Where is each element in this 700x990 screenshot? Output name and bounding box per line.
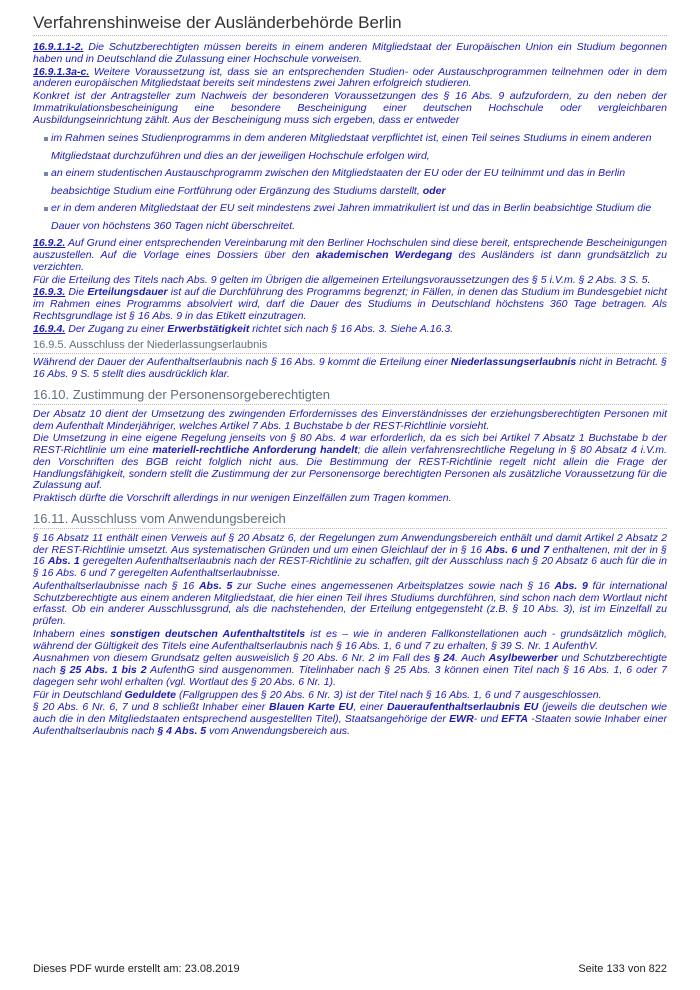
list-item: an einem studentischen Austauschprogramm zwischen den Mitgliedstaaten der EU oder der EU teilnimmt und das in Berlin beabsichtige Studium eine Fortführung oder Ergänzung des Studiums darstellt, oder [33,165,667,200]
section-link[interactable]: 16.9.3. [33,286,66,299]
paragraph-16-9-2: 16.9.2. Auf Grund einer entsprechenden Vereinbarung mit den Berliner Hochschulen sind diese bereit, entsprechende Bescheinigungen auszustellen. Auf die Vorlage eines Dossiers über den akademischen Werdegang des Ausländers ist dann grundsätzlich zu verzichten. [33,237,667,273]
section-heading: 16.11. Ausschluss vom Anwendungsbereich [33,511,667,529]
list-item: er in dem anderen Mitgliedstaat der EU seit mindestens zwei Jahren immatrikuliert ist und das in Berlin beabsichtige Studium die Dauer von höchstens 360 Tagen nicht überschreitet. [33,200,667,235]
subsection-heading: 16.9.5. Ausschluss der Niederlassungserlaubnis [33,339,667,354]
paragraph-blaue-karte: § 20 Abs. 6 Nr. 6, 7 und 8 schließt Inhaber einer Blauen Karte EU, einer Daueraufenthaltserlaubnis EU (jeweils die deutschen wie auch die in den Mitgliedstaaten entsprechend ausgestellten Titel), Staatsangehörige der EWR- und EFTA -Staaten sowie Inhaber einer Aufenthaltserlaubnis nach § 4 Abs. 5 vom Anwendungsbereich aus. [33,701,667,737]
paragraph-niederlassung: Während der Dauer der Aufenthaltserlaubnis nach § 16 Abs. 9 kommt die Erteilung einer Niederlassungserlaubnis nicht in Betracht. § 16 Abs. 9 S. 5 stellt dies ausdrücklich klar. [33,356,667,380]
paragraph-16-9-1-1-2: 16.9.1.1-2. Die Schutzberechtigten müssen bereits in einem anderen Mitgliedstaat der Europäischen Union ein Studium begonnen haben und in Deutschland die Zulassung einer Hochschule vorweisen. [33,41,667,65]
paragraph-ausnahmen: Ausnahmen von diesem Grundsatz gelten ausweislich § 20 Abs. 6 Nr. 2 im Fall des § 24. Auch Asylbewerber und Schutzberechtigte nach § 25 Abs. 1 bis 2 AufenthG sind ausgenommen. Titelinhaber nach § 25 Abs. 3 können einen Titel nach § 16 Abs. 1, 6 oder 7 dagegen sehr wohl erhalten (vgl. Wortlaut des § 20 Abs. 6 Nr. 1). [33,652,667,688]
document-page [33,0,667,739]
paragraph-absatz-11: § 16 Absatz 11 enthält einen Verweis auf § 20 Absatz 6, der Regelungen zum Anwendungsbereich enthält und damit Artikel 2 Absatz 2 der REST-Richtlinie umsetzt. Aus systematischen Gründen und um einen Gleichlauf der in § 16 Abs. 6 und 7 enthaltenen, mit der in § 16 Abs. 1 geregelten Aufenthaltserlaubnis nach der REST-Richtlinie zu schaffen, gilt der Ausschluss nach § 20 Absatz 6 auch für die in § 16 Abs. 6 und 7 geregelten Aufenthaltserlaubnisse. [33,531,667,579]
list-item: im Rahmen seines Studienprogramms in dem anderen Mitgliedstaat verpflichtet ist, einen Teil seines Studiums in einem anderen Mitgliedstaat durchzuführen und dies an der jeweiligen Hochschule erfolgen wird, [33,130,667,165]
section-link[interactable]: 16.9.2. [33,237,66,250]
requirement-list [33,130,667,235]
paragraph-absatz-10: Der Absatz 10 dient der Umsetzung des zwingenden Erfordernisses des Einverständnisses der erziehungsberechtigten Personen mit dem Aufenthalt Minderjähriger, welches Artikel 7 Abs. 1 Buchstabe b der REST-Richtlinie vorsieht. [33,407,667,432]
section-link[interactable]: 16.9.1.1-2. [33,41,84,53]
paragraph-16-9-4: 16.9.4. Der Zugang zu einer Erwerbstätigkeit richtet sich nach § 16 Abs. 3. Siehe A.16.3. [33,322,454,335]
bullet-icon [44,207,48,211]
paragraph-nachweis: Konkret ist der Antragsteller zum Nachweis der besonderen Voraussetzungen des § 16 Abs. 9 aufzufordern, zu den neben der Immatrikulationsbescheinigung eine besondere Bescheinigung einer deutschen Hochschule oder vergleichbaren Ausbildungseinrichtung zählt. Aus der Bescheinigung muss sich ergeben, dass er entweder [33,90,667,126]
paragraph-inhabern: Inhabern eines sonstigen deutschen Aufenthaltstitels ist es – wie in anderen Fallkonstellationen auch - grundsätzlich möglich, während der Gültigkeit des Titels eine Aufenthaltserlaubnis nach § 16 Abs. 1, 6 und 7 zu erhalten, § 39 S. Nr. 1 AufenthV. [33,627,667,652]
paragraph-erteilung: Für die Erteilung des Titels nach Abs. 9 gelten im Übrigen die allgemeinen Erteilungsvoraussetzungen des § 5 i.V.m. § 2 Abs. 3 S. 5. [33,273,651,286]
footer-page-number: Seite 133 von 822 [578,963,667,975]
paragraph-16-9-1-3: 16.9.1.3a-c. Weitere Voraussetzung ist, dass sie an entsprechenden Studien- oder Austauschprogrammen teilnehmen oder in dem anderen europäischen Mitgliedstaat bereits seit mindestens zwei Jahren erfolgreich studieren. [33,65,667,90]
paragraph-16-9-3: 16.9.3. Die Erteilungsdauer ist auf die Durchführung des Programms begrenzt; in Fällen, in denen das Studium im Bundesgebiet nicht im Rahmen eines Programms absolviert wird, darf die Dauer des Studiums in Deutschland höchstens 360 Tage betragen. Als Rechtsgrundlage ist § 16 Abs. 9 in das Etikett einzutragen. [33,286,667,322]
paragraph-geduldete: Für in Deutschland Geduldete (Fallgruppen des § 20 Abs. 6 Nr. 3) ist der Titel nach § 16 Abs. 1, 6 und 7 ausgeschlossen. [33,688,602,701]
paragraph-aufenthaltserlaubnisse: Aufenthaltserlaubnisse nach § 16 Abs. 5 zur Suche eines angemessenen Arbeitsplatzes sowie nach § 16 Abs. 9 für international Schutzberechtigte aus einem anderen Mitgliedstaat, die hier einen Teil ihres Studiums durchführen, sind schon nach dem Wortlaut nicht erfasst. Ob ein anderer Ausschlussgrund, als die nachstehenden, der Erteilung entgegensteht (z.B. § 10 Abs. 3), ist im Einzelfall zu prüfen. [33,579,668,627]
section-link[interactable]: 16.9.4. [33,322,66,335]
section-link[interactable]: 16.9.1.3a-c. [33,65,90,78]
document-title: Verfahrenshinweise der Ausländerbehörde Berlin [33,0,667,36]
paragraph-praktisch: Praktisch dürfte die Vorschrift allerdings in nur wenigen Einzelfällen zum Tragen kommen. [33,492,452,504]
bullet-icon [44,172,48,176]
section-heading: 16.10. Zustimmung der Personensorgeberechtigten [33,387,667,405]
footer-created-date: Dieses PDF wurde erstellt am: 23.08.2019 [33,963,240,975]
paragraph-umsetzung: Die Umsetzung in eine eigene Regelung jenseits von § 80 Abs. 4 war erforderlich, da es sich bei Artikel 7 Absatz 1 Buchstabe b der REST-Richtlinie um eine materiell-rechtliche Anforderung handelt; die allein verfahrensrechtliche Regelung in § 80 Absatz 4 i.V.m. den Vorschriften des BGB reicht folglich nicht aus. Die Bestimmung der REST-Richtlinie regelt nicht allein die Frage der Handlungsfähigkeit, sondern stellt die Zustimmung der zur Personensorge berechtigten Personen als zusätzliche Voraussetzung für die Zulassung auf. [33,432,667,492]
bullet-icon [44,137,48,141]
